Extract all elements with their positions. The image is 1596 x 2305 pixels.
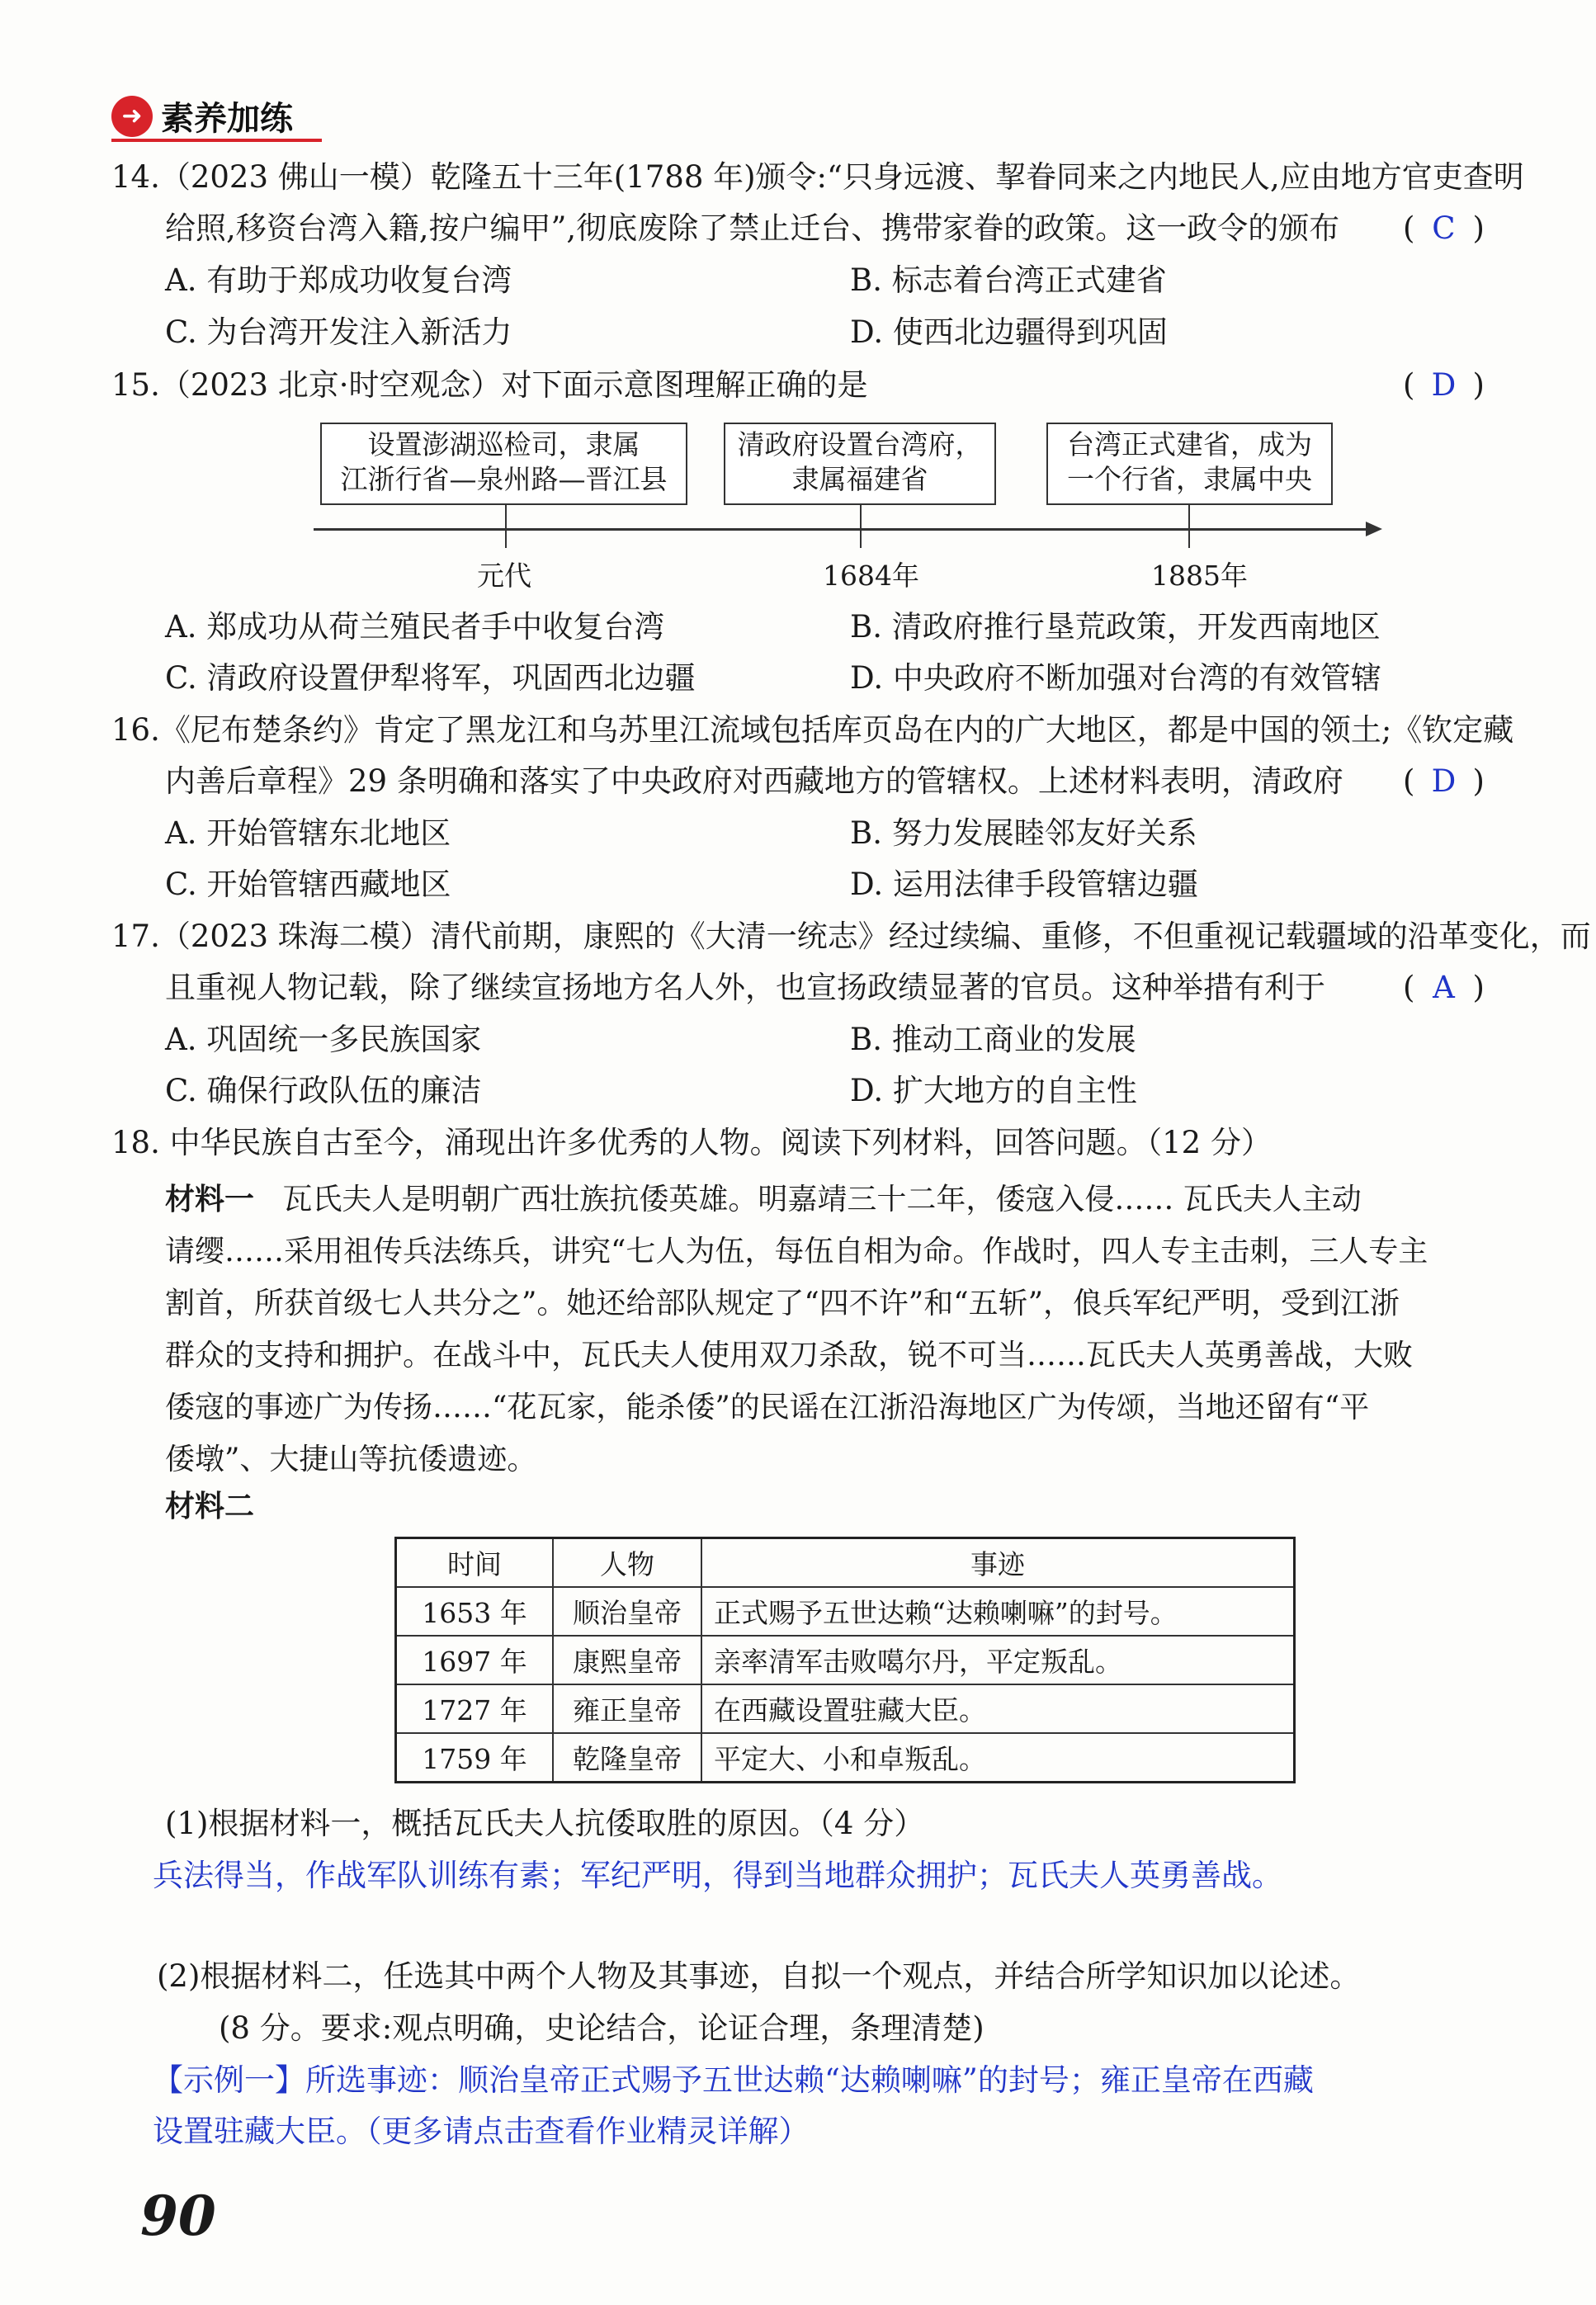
q16-stem-line1: 16.《尼布楚条约》肯定了黑龙江和乌苏里江流域包括库页岛在内的广大地区，都是中国的领土;《钦定藏 bbox=[111, 712, 1514, 748]
page-number: 90 bbox=[140, 2184, 216, 2248]
q18-sub2-answer-line2: 设置驻藏大臣。（更多请点击查看作业精灵详解） bbox=[153, 2114, 810, 2149]
q16-stem-line2: 内善后章程》29 条明确和落实了中央政府对西藏地方的管辖权。上述材料表明，清政府 bbox=[165, 763, 1343, 799]
table-header-row bbox=[396, 1538, 1295, 1588]
timeline-axis bbox=[314, 528, 1370, 531]
material-one-line6: 倭墩”、大捷山等抗倭遗迹。 bbox=[165, 1443, 537, 1476]
timeline-box-1684-line1: 清政府设置台湾府， bbox=[737, 428, 983, 461]
timeline-tick-1684 bbox=[860, 505, 862, 548]
q17-answer-paren: ( A ) bbox=[1403, 967, 1485, 1008]
q15-option-c: C. 清政府设置伊犁将军，巩固西北边疆 bbox=[165, 660, 696, 696]
table-cell-time: 1759 年 bbox=[396, 1733, 554, 1783]
q16-option-a: A. 开始管辖东北地区 bbox=[165, 815, 451, 851]
table-cell-time: 1697 年 bbox=[396, 1636, 554, 1684]
material-one-line4: 群众的支持和拥护。在战斗中，瓦氏夫人使用双刀杀敌，锐不可当……瓦氏夫人英勇善战，大败 bbox=[165, 1339, 1414, 1372]
section-header bbox=[111, 92, 293, 139]
material-one-label: 材料一 bbox=[165, 1183, 255, 1216]
timeline-label-yuan: 元代 bbox=[477, 560, 531, 592]
table-row bbox=[396, 1733, 1295, 1783]
q17-stem-line1: 17.（2023 珠海二模）清代前期，康熙的《大清一统志》经过续编、重修，不但重视记载疆域的沿革变化，而 bbox=[111, 919, 1591, 954]
table-cell-time: 1727 年 bbox=[396, 1684, 554, 1733]
timeline-label-1684: 1684年 bbox=[823, 560, 919, 592]
table-cell-deeds: 平定大、小和卓叛乱。 bbox=[701, 1733, 1295, 1783]
timeline-box-1885 bbox=[1046, 423, 1333, 505]
q17-option-d: D. 扩大地方的自主性 bbox=[850, 1073, 1137, 1108]
q17-option-a: A. 巩固统一多民族国家 bbox=[165, 1022, 482, 1057]
q17-option-c: C. 确保行政队伍的廉洁 bbox=[165, 1073, 482, 1108]
q14-stem-line1: 14.（2023 佛山一模）乾隆五十三年(1788 年)颁令:“只身远渡、挈眷同来之内地民人,应由地方官吏查明 bbox=[111, 159, 1524, 195]
q14-option-a: A. 有助于郑成功收复台湾 bbox=[165, 262, 512, 298]
q14-option-b: B. 标志着台湾正式建省 bbox=[850, 262, 1167, 298]
q18-sub2-answer-line1: 【示例一】所选事迹：顺治皇帝正式赐予五世达赖“达赖喇嘛”的封号；雍正皇帝在西藏 bbox=[153, 2062, 1314, 2098]
timeline-label-1885: 1885年 bbox=[1151, 560, 1248, 592]
q17-stem-line2: 且重视人物记载，除了继续宣扬地方名人外，也宣扬政绩显著的官员。这种举措有利于 bbox=[165, 970, 1325, 1005]
material-one-text1: 瓦氏夫人是明朝广西壮族抗倭英雄。明嘉靖三十二年，倭寇入侵…… 瓦氏夫人主动 bbox=[282, 1183, 1362, 1216]
table-cell-deeds: 正式赐予五世达赖“达赖喇嘛”的封号。 bbox=[701, 1587, 1295, 1636]
q15-answer-paren: ( D ) bbox=[1403, 365, 1485, 406]
material-one-line2: 请缨……采用祖传兵法练兵，讲究“七人为伍，每伍自相为命。作战时，四人专主击刺，三人专主 bbox=[165, 1235, 1428, 1268]
table-cell-deeds: 亲率清军击败噶尔丹，平定叛乱。 bbox=[701, 1636, 1295, 1684]
material-two-label: 材料二 bbox=[165, 1490, 255, 1523]
table-header-deeds: 事迹 bbox=[701, 1538, 1295, 1588]
table-row bbox=[396, 1684, 1295, 1733]
material-two-table bbox=[394, 1537, 1296, 1783]
q14-answer-paren: ( C ) bbox=[1403, 208, 1485, 249]
q18-sub1: (1)根据材料一，概括瓦氏夫人抗倭取胜的原因。（4 分） bbox=[165, 1806, 925, 1841]
table-cell-time: 1653 年 bbox=[396, 1587, 554, 1636]
q18-sub1-answer: 兵法得当，作战军队训练有素；军纪严明，得到当地群众拥护；瓦氏夫人英勇善战。 bbox=[153, 1858, 1282, 1893]
timeline-box-1885-line1: 台湾正式建省，成为 bbox=[1067, 428, 1312, 461]
timeline-box-yuan-line2: 江浙行省—泉州路—晋江县 bbox=[340, 463, 668, 495]
arrow-right-icon: ➜ bbox=[111, 96, 153, 137]
table-cell-person: 乾隆皇帝 bbox=[553, 1733, 701, 1783]
material-one-line5: 倭寇的事迹广为传扬……“花瓦家，能杀倭”的民谣在江浙沿海地区广为传颂，当地还留有“平 bbox=[165, 1391, 1370, 1424]
table-header-person: 人物 bbox=[553, 1538, 701, 1588]
q15-option-d: D. 中央政府不断加强对台湾的有效管辖 bbox=[850, 660, 1381, 696]
q15-option-a: A. 郑成功从荷兰殖民者手中收复台湾 bbox=[165, 609, 665, 645]
q18-sub2-line1: (2)根据材料二，任选其中两个人物及其事迹，自拟一个观点，并结合所学知识加以论述。 bbox=[157, 1958, 1361, 1994]
q15-option-b: B. 清政府推行垦荒政策，开发西南地区 bbox=[850, 609, 1381, 645]
q16-option-c: C. 开始管辖西藏地区 bbox=[165, 867, 451, 902]
table-header-time: 时间 bbox=[396, 1538, 554, 1588]
table-row bbox=[396, 1636, 1295, 1684]
timeline-box-yuan bbox=[320, 423, 687, 505]
table-cell-person: 康熙皇帝 bbox=[553, 1636, 701, 1684]
timeline-box-1684-line2: 隶属福建省 bbox=[791, 463, 928, 495]
table-row bbox=[396, 1587, 1295, 1636]
timeline-box-1684 bbox=[724, 423, 996, 505]
q17-answer: A bbox=[1433, 970, 1455, 1005]
q14-stem-line2: 给照,移资台湾入籍,按户编甲”,彻底废除了禁止迁台、携带家眷的政策。这一政令的颁布 bbox=[165, 210, 1340, 246]
timeline-tick-yuan bbox=[505, 505, 507, 548]
section-title: 素养加练 bbox=[161, 100, 293, 138]
table-cell-person: 顺治皇帝 bbox=[553, 1587, 701, 1636]
q18-stem: 18. 中华民族自古至今，涌现出许多优秀的人物。阅读下列材料，回答问题。（12 分） bbox=[111, 1125, 1272, 1160]
material-one-line3: 割首，所获首级七人共分之”。她还给部队规定了“四不许”和“五斩”，俍兵军纪严明，受到江浙 bbox=[165, 1287, 1400, 1320]
material-one-line1 bbox=[165, 1174, 1362, 1226]
q16-option-b: B. 努力发展睦邻友好关系 bbox=[850, 815, 1197, 851]
table-cell-deeds: 在西藏设置驻藏大臣。 bbox=[701, 1684, 1295, 1733]
q16-answer-paren: ( D ) bbox=[1403, 761, 1485, 802]
timeline-tick-1885 bbox=[1188, 505, 1190, 548]
q17-option-b: B. 推动工商业的发展 bbox=[850, 1022, 1136, 1057]
table-cell-person: 雍正皇帝 bbox=[553, 1684, 701, 1733]
q16-answer: D bbox=[1431, 763, 1457, 799]
timeline-arrow-icon bbox=[1366, 522, 1382, 536]
material-two-label-line bbox=[165, 1485, 254, 1528]
q15-answer: D bbox=[1431, 367, 1457, 403]
header-underline bbox=[111, 139, 322, 142]
q14-answer: C bbox=[1432, 210, 1456, 246]
q15-stem: 15.（2023 北京·时空观念）对下面示意图理解正确的是 bbox=[111, 367, 868, 403]
q16-option-d: D. 运用法律手段管辖边疆 bbox=[850, 867, 1198, 902]
q14-option-c: C. 为台湾开发注入新活力 bbox=[165, 314, 512, 350]
timeline-box-yuan-line1: 设置澎湖巡检司，隶属 bbox=[367, 428, 640, 461]
q18-sub2-line2: (8 分。要求:观点明确，史论结合，论证合理，条理清楚) bbox=[219, 2010, 985, 2046]
q14-option-d: D. 使西北边疆得到巩固 bbox=[850, 314, 1168, 350]
timeline-box-1885-line2: 一个行省，隶属中央 bbox=[1067, 463, 1312, 495]
